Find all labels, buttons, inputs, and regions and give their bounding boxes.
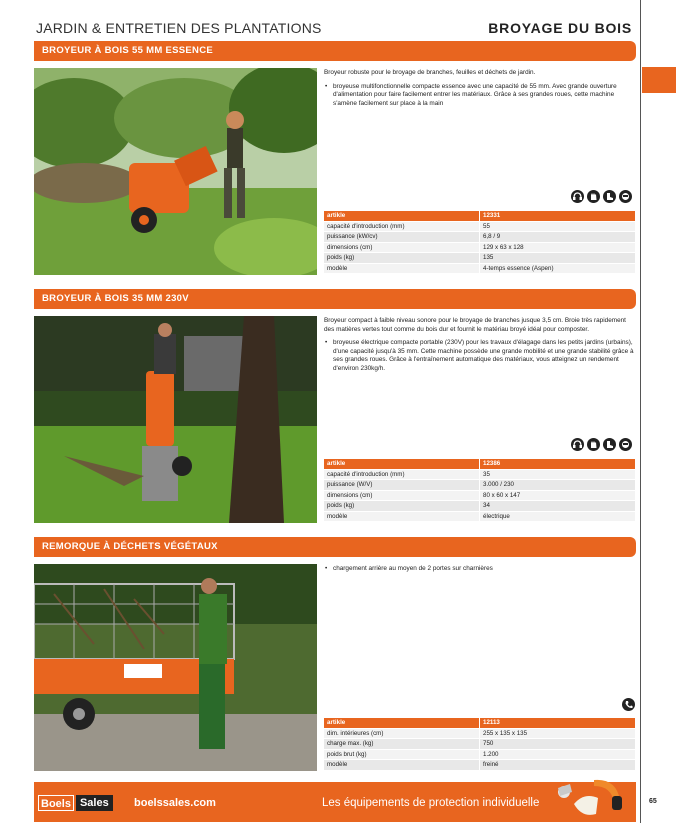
face-shield-icon <box>619 438 632 451</box>
product-intro: Broyeur compact à faible niveau sonore pour le broyage de branches jusque 3,5 cm. Broie très rapidement des matières vertes tout comme du bois dur et fournit le matériau broyé idéal pour composter. <box>324 317 626 333</box>
spec-table <box>324 718 635 771</box>
spec-value: 1.200 <box>479 750 635 760</box>
spec-label: modèle <box>327 512 348 520</box>
spec-table <box>324 459 635 522</box>
spec-value: 6,8 / 9 <box>479 232 635 242</box>
product-title-bar: BROYEUR À BOIS 55 MM ESSENCE <box>34 41 636 61</box>
product-title-bar: REMORQUE À DÉCHETS VÉGÉTAUX <box>34 537 636 557</box>
article-number: 12331 <box>479 211 635 221</box>
boot-icon <box>603 438 616 451</box>
footer-tagline: Les équipements de protection individuelle <box>322 797 540 809</box>
website-link[interactable]: boelssales.com <box>134 797 216 809</box>
spec-label: dim. intérieures (cm) <box>327 729 384 737</box>
spec-value: 3.000 / 230 <box>479 480 635 490</box>
spec-value: 35 <box>479 470 635 480</box>
garden-waste-trailer-photo <box>34 564 317 771</box>
wood-chipper-electric-photo <box>34 316 317 523</box>
product-description <box>324 69 634 108</box>
boot-icon <box>603 190 616 203</box>
spec-table <box>324 211 635 274</box>
spec-value: 80 x 60 x 147 <box>479 491 635 501</box>
spec-value: 34 <box>479 501 635 511</box>
spec-value: 135 <box>479 253 635 263</box>
spec-value: électrique <box>479 512 635 522</box>
product-description <box>324 565 634 574</box>
spec-label: modèle <box>327 761 348 768</box>
glove-icon <box>587 438 600 451</box>
section-category-title: JARDIN & ENTRETIEN DES PLANTATIONS <box>36 20 322 36</box>
safety-icons <box>571 438 632 451</box>
ear-protection-icon <box>571 438 584 451</box>
product-title-bar: BROYEUR À BOIS 35 MM 230V <box>34 289 636 309</box>
product-intro: Broyeur robuste pour le broyage de branches, feuilles et déchets de jardin. <box>324 69 536 76</box>
face-shield-icon <box>619 190 632 203</box>
spec-label: dimensions (cm) <box>327 491 373 499</box>
spec-label: modèle <box>327 264 348 272</box>
boels-sales-logo[interactable] <box>38 795 113 811</box>
spec-label: capacité d'introduction (mm) <box>327 222 405 230</box>
spec-value: 750 <box>479 739 635 749</box>
article-number: 12113 <box>479 718 635 728</box>
spec-value: freiné <box>479 760 635 770</box>
wood-chipper-petrol-photo <box>34 68 317 275</box>
spec-header-label: artikle <box>327 719 346 726</box>
ear-protection-icon <box>571 190 584 203</box>
logo-part-sales: Sales <box>76 795 113 811</box>
article-number: 12386 <box>479 459 635 469</box>
footer-banner <box>34 782 636 822</box>
spec-label: puissance (W/V) <box>327 481 373 488</box>
phone-icon <box>622 698 635 711</box>
safety-icons <box>571 190 632 203</box>
protective-equipment-illustration <box>554 774 634 822</box>
spec-header-label: artikle <box>327 460 346 467</box>
spec-label: poids (kg) <box>327 254 355 261</box>
spec-value: 255 x 135 x 135 <box>479 729 635 739</box>
feature-bullet: • broyeuse multifonctionnelle compacte essence avec une capacité de 55 mm. Avec grande ouverture d'alimentation pour faire facilement entrer les matériaux. Grâce à ses grandes roues, cette machine s'amène facilement sur place à la main <box>324 83 634 109</box>
glove-icon <box>587 190 600 203</box>
spec-value: 129 x 63 x 128 <box>479 243 635 253</box>
spec-label: puissance (kW/cv) <box>327 233 378 240</box>
spec-header-label: artikle <box>327 212 346 219</box>
logo-part-boels: Boels <box>38 795 74 811</box>
spec-value: 55 <box>479 222 635 232</box>
safety-icons <box>622 698 635 711</box>
spec-label: charge max. (kg) <box>327 740 374 747</box>
page-number: 65 <box>649 798 657 805</box>
spec-value: 4-temps essence (Aspen) <box>479 264 635 274</box>
spec-label: dimensions (cm) <box>327 243 373 251</box>
spec-label: capacité d'introduction (mm) <box>327 470 405 478</box>
product-description <box>324 317 634 374</box>
chapter-tab <box>642 67 676 93</box>
spec-label: poids brut (kg) <box>327 750 367 758</box>
page-title: BROYAGE DU BOIS <box>488 20 632 36</box>
spec-label: poids (kg) <box>327 502 355 509</box>
feature-bullet: • chargement arrière au moyen de 2 portes sur charnières <box>324 565 634 574</box>
feature-bullet: • broyeuse électrique compacte portable (230V) pour les travaux d'élagage dans les petits jardins (urbains), d'une capacité jusqu'à 35 mm. Cette machine possède une grande mobilité et une grande stabilité grâce à ses grandes roues. Grâce à l'entraînement automatique des matériaux, vous atteignez un rendement d'environ 230kg/h. <box>324 339 634 373</box>
margin-divider <box>640 0 641 823</box>
